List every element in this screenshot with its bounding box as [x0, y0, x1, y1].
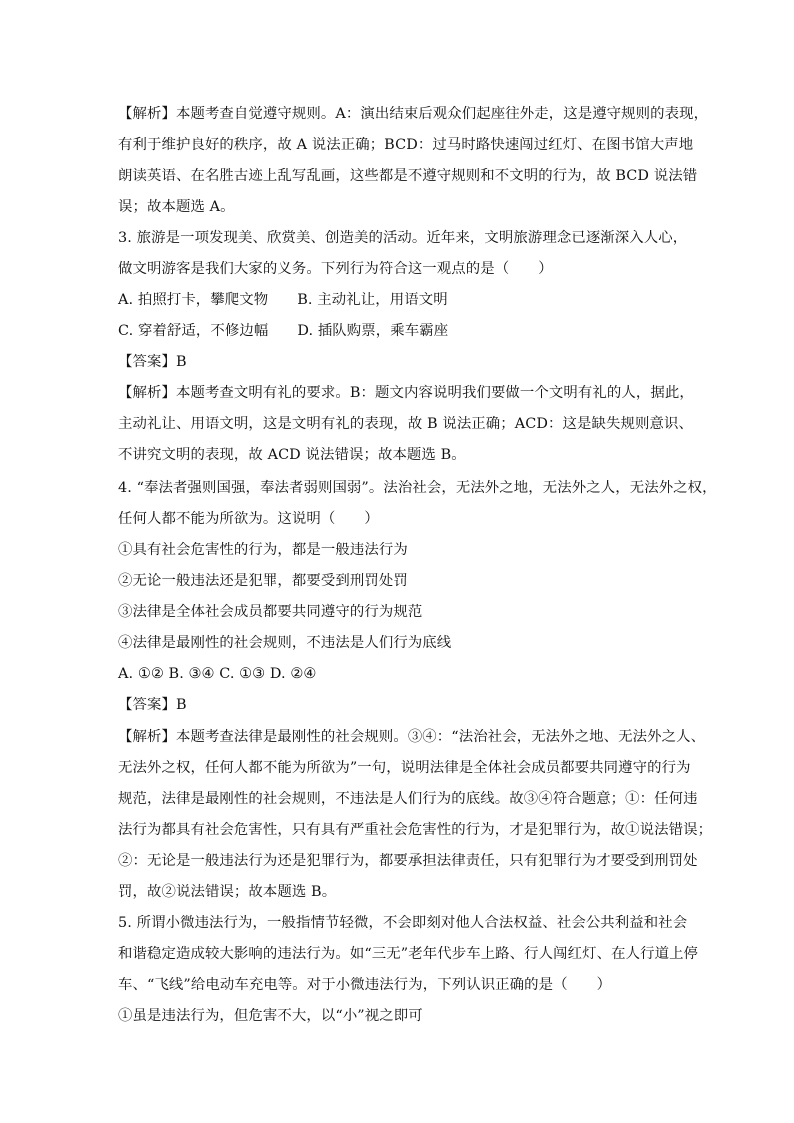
question-4-statement-2: ②无论一般违法还是犯罪，都要受到刑罚处罚	[118, 573, 408, 589]
analysis-q4-line-3: 规范，法律是最刚性的社会规则，不违法是人们行为的底线。故③④符合题意；①：任何违	[118, 791, 698, 807]
question-5-line-3: 车、“飞线”给电动车充电等。对于小微违法行为，下列认识正确的是（ ）	[118, 977, 612, 993]
question-4-statement-1: ①具有社会危害性的行为，都是一般违法行为	[118, 542, 408, 558]
analysis-q4-line-4: 法行为都具有社会危害性，只有具有严重社会危害性的行为，才是犯罪行为，故①说法错误；	[118, 822, 713, 838]
question-4-statement-4: ④法律是最刚性的社会规则，不违法是人们行为底线	[118, 635, 452, 651]
analysis-q4-line-2: 无法外之权，任何人都不能为所欲为”一句，说明法律是全体社会成员都要共同遵守的行为	[118, 760, 691, 776]
question-4-answer: 【答案】B	[118, 697, 187, 713]
analysis-q2-line-1: 【解析】本题考查自觉遵守规则。A：演出结束后观众们起座往外走，这是遵守规则的表现，	[118, 106, 709, 122]
analysis-q3-line-3: 不讲究文明的表现，故 ACD 说法错误；故本题选 B。	[118, 447, 466, 463]
analysis-q2-line-2: 有利于维护良好的秩序，故 A 说法正确；BCD：过马时路快速闯过红灯、在图书馆大声地	[118, 137, 694, 153]
question-3-line-1: 3. 旅游是一项发现美、欣赏美、创造美的活动。近年来，文明旅游理念已逐渐深入人心，	[118, 230, 688, 246]
analysis-q3-line-1: 【解析】本题考查文明有礼的要求。B：题文内容说明我们要做一个文明有礼的人，据此，	[118, 385, 694, 401]
question-3-options-cd: C. 穿着舒适，不修边幅 D. 插队购票，乘车霸座	[118, 323, 449, 339]
analysis-q4-line-1: 【解析】本题考查法律是最刚性的社会规则。③④：“法治社会，无法外之地、无法外之人、	[118, 729, 706, 745]
question-4-options: A. ①② B. ③④ C. ①③ D. ②④	[118, 666, 317, 682]
analysis-q4-line-6: 罚，故②说法错误；故本题选 B。	[118, 884, 337, 900]
question-5-line-1: 5. 所谓小微违法行为，一般指情节轻微，不会即刻对他人合法权益、社会公共利益和社会	[118, 915, 688, 931]
question-5-line-2: 和谐稳定造成较大影响的违法行为。如“三无”老年代步车上路、行人闯红灯、在人行道上停	[118, 946, 699, 962]
analysis-q2-line-4: 误；故本题选 A。	[118, 199, 235, 215]
question-3-line-2: 做文明游客是我们大家的义务。下列行为符合这一观点的是（ ）	[118, 261, 553, 277]
question-4-line-1: 4. “奉法者强则国强，奉法者弱则国弱”。法治社会，无法外之地，无法外之人，无法外之权，	[118, 480, 717, 496]
question-4-statement-3: ③法律是全体社会成员都要共同遵守的行为规范	[118, 604, 423, 620]
question-4-line-2: 任何人都不能为所欲为。这说明（ ）	[118, 511, 379, 527]
analysis-q2-line-3: 朗读英语、在名胜古迹上乱写乱画，这些都是不遵守规则和不文明的行为，故 BCD 说法错	[118, 168, 698, 184]
analysis-q3-line-2: 主动礼让、用语文明，这是文明有礼的表现，故 B 说法正确；ACD：这是缺失规则意识、	[118, 416, 693, 432]
analysis-q4-line-5: ②：无论是一般违法行为还是犯罪行为，都要承担法律责任，只有犯罪行为才要受到刑罚处	[118, 853, 698, 869]
question-3-answer: 【答案】B	[118, 354, 187, 370]
question-5-statement-1: ①虽是违法行为，但危害不大，以“小”视之即可	[118, 1008, 423, 1024]
question-3-options-ab: A. 拍照打卡，攀爬文物 B. 主动礼让，用语文明	[118, 292, 448, 308]
